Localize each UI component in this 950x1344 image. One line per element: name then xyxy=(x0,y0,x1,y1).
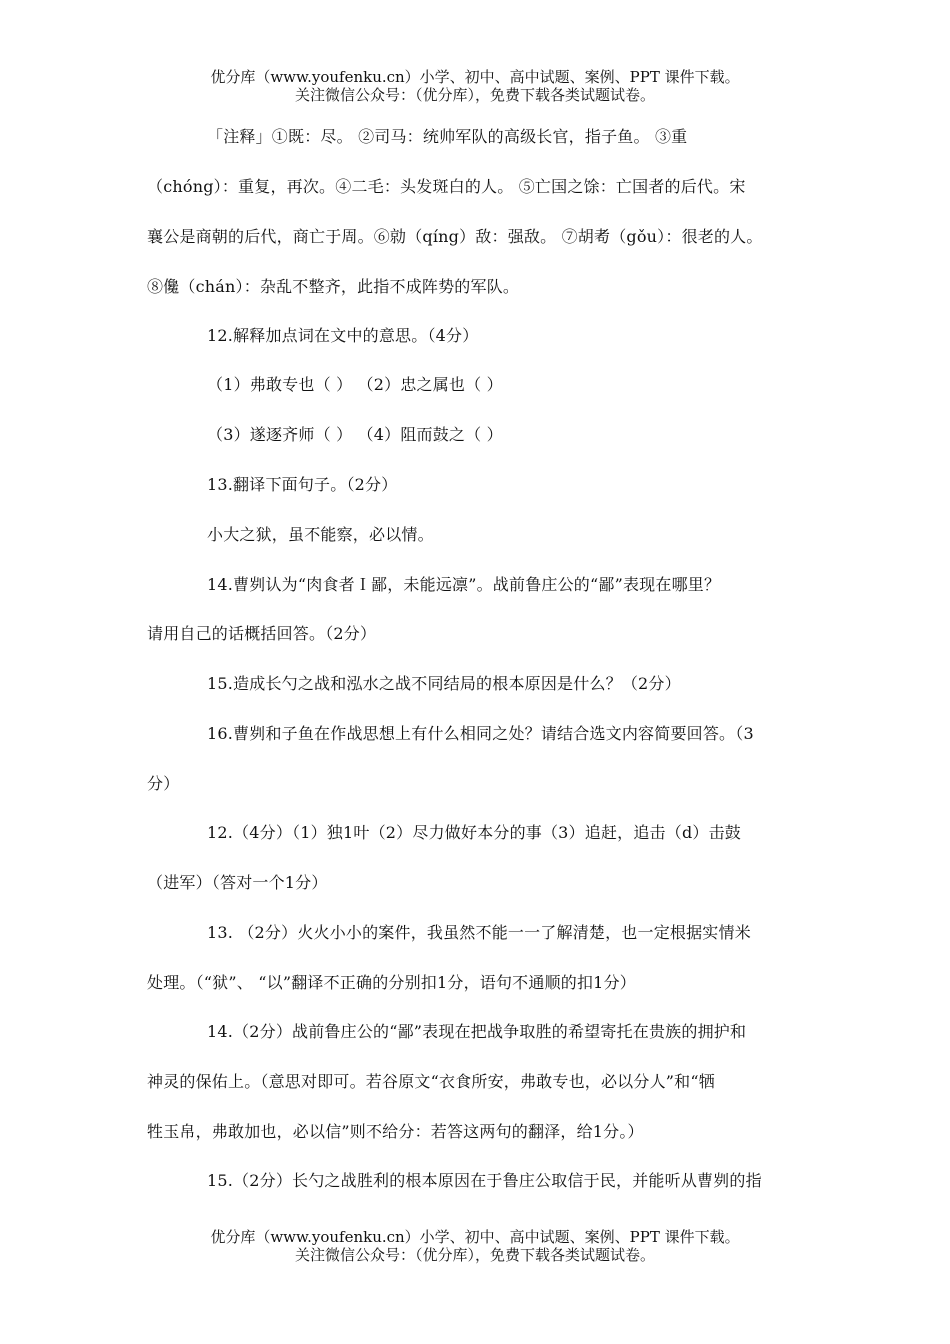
notes-line-2: （chóng）：重复，再次。④二毛：头发斑白的人。 ⑤亡国之馀：亡国者的后代。宋 xyxy=(147,177,746,196)
question-14-line-1: 14.曹刿认为“肉食者Ｉ鄙，未能远凛”。战前鲁庄公的“鄙”表现在哪里？ xyxy=(207,575,721,594)
question-13-sentence: 小大之狱，虽不能察，必以情。 xyxy=(207,525,434,544)
footer-line-2: 关注微信公众号：（优分库），免费下载各类试题试卷。 xyxy=(294,1246,655,1264)
question-12: 12.解释加点词在文中的意思。（4分） xyxy=(207,326,479,345)
question-13: 13.翻译下面句子。（2分） xyxy=(207,475,398,494)
header-line-2: 关注微信公众号：（优分库），免费下载各类试题试卷。 xyxy=(294,86,655,104)
question-16-line-2: 分） xyxy=(147,774,180,793)
question-12-items-b: （3）遂逐齐师（ ） （4）阻而鼓之（ ） xyxy=(207,425,503,444)
question-15: 15.造成长勺之战和泓水之战不同结局的根本原因是什么？（2分） xyxy=(207,674,681,693)
answer-13-line-2: 处理。（“狱”、 “以”翻译不正确的分别扣1分，语句不通顺的扣1分） xyxy=(147,973,636,992)
answer-13-line-1: 13. （2分）火火小小的案件，我虽然不能一一了解清楚，也一定根据实情米 xyxy=(207,923,751,942)
answer-12-line-2: （进军）（答对一个1分） xyxy=(147,873,328,892)
header-line-1: 优分库（www.youfenku.cn）小学、初中、高中试题、案例、PPT 课件下载。 xyxy=(210,68,740,86)
notes-line-4: ⑧儳（chán）：杂乱不整齐，此指不成阵势的军队。 xyxy=(147,277,520,296)
question-12-items-a: （1）弗敢专也（ ） （2）忠之属也（ ） xyxy=(207,375,503,394)
question-16-line-1: 16.曹刿和子鱼在作战思想上有什么相同之处？请结合选文内容简要回答。（3 xyxy=(207,724,754,743)
notes-line-3: 襄公是商朝的后代，商亡于周。⑥勍（qíng）敌：强敌。 ⑦胡耇（gǒu）：很老的人。 xyxy=(147,227,763,246)
page-header xyxy=(0,68,950,104)
answer-15-line-1: 15.（2分）长勺之战胜利的根本原因在于鲁庄公取信于民，并能听从曹刿的指 xyxy=(207,1171,762,1190)
answer-14-line-2: 神灵的保佑上。（意思对即可。若谷原文“衣食所安，弗敢专也，必以分人”和“牺 xyxy=(147,1072,715,1091)
page-footer xyxy=(0,1228,950,1264)
answer-14-line-1: 14.（2分）战前鲁庄公的“鄙”表现在把战争取胜的希望寄托在贵族的拥护和 xyxy=(207,1022,747,1041)
answer-12-line-1: 12.（4分）（1）独1叶（2）尽力做好本分的事（3）追赶，追击（d）击鼓 xyxy=(207,823,741,842)
footer-line-1: 优分库（www.youfenku.cn）小学、初中、高中试题、案例、PPT 课件下载。 xyxy=(210,1228,740,1246)
notes-line-1: 「注释」①既：尽。 ②司马：统帅军队的高级长官，指子鱼。 ③重 xyxy=(207,127,688,146)
answer-14-line-3: 牲玉帛，弗敢加也，必以信”则不给分：若答这两句的翻泽，给1分。） xyxy=(147,1122,644,1141)
question-14-line-2: 请用自己的话概括回答。（2分） xyxy=(147,624,377,643)
